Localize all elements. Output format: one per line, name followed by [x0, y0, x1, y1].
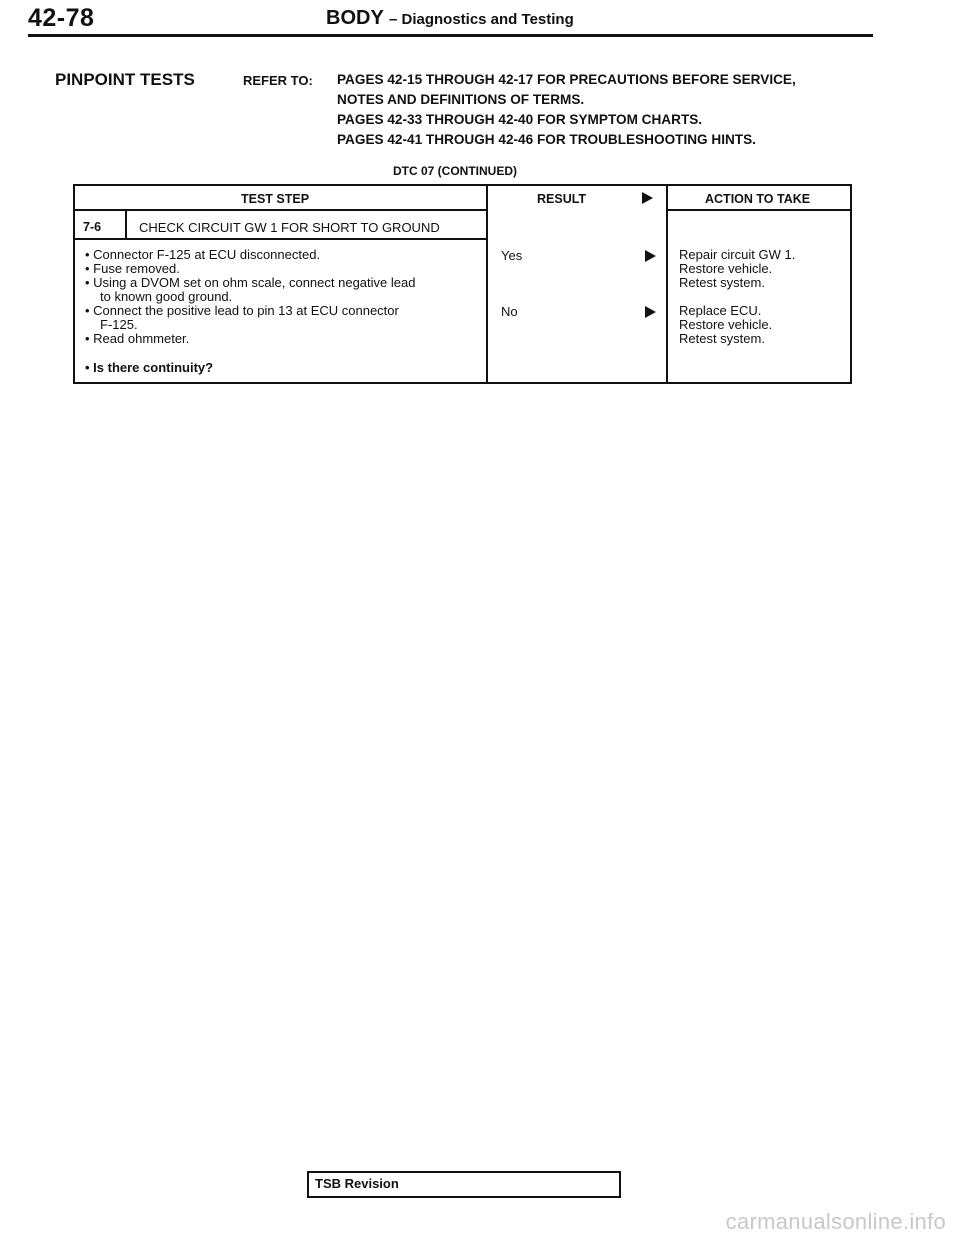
header-action: ACTION TO TAKE — [705, 192, 811, 206]
refer-line: PAGES 42-41 THROUGH 42-46 FOR TROUBLESHOOTING HINTS. — [337, 132, 756, 147]
instruction-line: F-125. — [100, 317, 138, 332]
section-title: PINPOINT TESTS — [55, 70, 195, 89]
step-number: 7-6 — [83, 220, 102, 234]
action-line: Restore vehicle. — [679, 261, 773, 276]
step-question: • Is there continuity? — [85, 360, 214, 375]
dtc-title: DTC 07 (CONTINUED) — [393, 164, 518, 178]
result-arrow-icon — [645, 250, 656, 262]
column-divider — [666, 186, 668, 382]
header-test-step: TEST STEP — [241, 192, 310, 206]
header-rule — [28, 34, 873, 37]
header-underline — [666, 209, 850, 211]
action-no — [679, 304, 772, 346]
tsb-revision-box — [307, 1171, 621, 1198]
refer-line: NOTES AND DEFINITIONS OF TERMS. — [337, 92, 585, 107]
instruction-line: • Connector F-125 at ECU disconnected. — [85, 247, 321, 262]
instruction-line: • Connect the positive lead to pin 13 at ECU connector — [85, 303, 399, 318]
watermark: carmanualsonline.info — [725, 1209, 946, 1234]
action-line: Repair circuit GW 1. — [679, 247, 796, 262]
instruction-line: • Read ohmmeter. — [85, 331, 190, 346]
test-table — [73, 184, 852, 384]
step-number-divider — [125, 209, 127, 238]
refer-line: PAGES 42-33 THROUGH 42-40 FOR SYMPTOM CHARTS. — [337, 112, 703, 127]
action-line: Restore vehicle. — [679, 317, 773, 332]
header-arrow-icon — [642, 192, 653, 204]
page-number: 42-78 — [28, 4, 95, 32]
refer-lines — [337, 70, 796, 150]
action-line: Retest system. — [679, 331, 765, 346]
refer-label: REFER TO: — [243, 73, 313, 88]
step-title: CHECK CIRCUIT GW 1 FOR SHORT TO GROUND — [139, 220, 440, 235]
header-result: RESULT — [537, 192, 587, 206]
column-divider — [486, 186, 488, 382]
step-instructions — [85, 248, 415, 346]
header-title-sub: – Diagnostics and Testing — [388, 11, 574, 28]
step-row-underline — [75, 238, 486, 240]
result-arrow-icon — [645, 306, 656, 318]
header-title-main: BODY — [326, 7, 384, 29]
instruction-line: • Fuse removed. — [85, 261, 180, 276]
refer-line: PAGES 42-15 THROUGH 42-17 FOR PRECAUTIONS BEFORE SERVICE, — [337, 72, 796, 87]
result-yes: Yes — [501, 248, 523, 263]
instruction-line: • Using a DVOM set on ohm scale, connect negative lead — [85, 275, 416, 290]
tsb-label: TSB Revision — [315, 1176, 399, 1191]
instruction-line: to known good ground. — [100, 289, 233, 304]
header-underline — [75, 209, 486, 211]
action-line: Replace ECU. — [679, 303, 762, 318]
action-yes — [679, 248, 795, 290]
result-no: No — [501, 304, 518, 319]
action-line: Retest system. — [679, 275, 765, 290]
header-title — [326, 7, 574, 30]
